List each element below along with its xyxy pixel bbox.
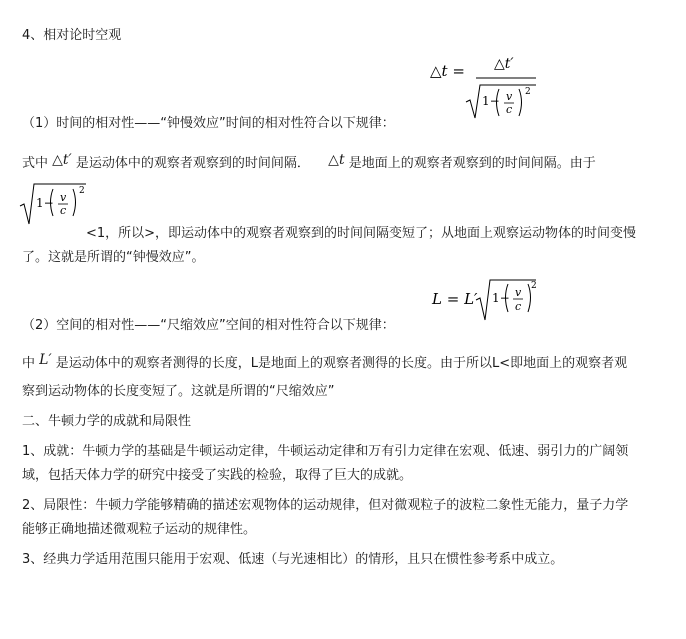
achievement-line1: 1、成就：牛顿力学的基础是牛顿运动定律，牛顿运动定律和万有引力定律在宏观、低速、弱引力的广阔领 [22, 444, 629, 459]
svg-text:1−: 1− [482, 94, 500, 108]
svg-text:△t′: △t′ [494, 56, 514, 72]
lorentz-factor-radical [18, 180, 88, 230]
space-line1-b: 是运动体中的观察者测得的长度，L是地面上的观察者测得的长度。由于所以L<即地面上的观察者观 [55, 356, 628, 371]
limitation-line1: 2、局限性：牛顿力学能够精确的描述宏观物体的运动规律，但对微观粒子的波粒二象性无能力，量子力学 [22, 498, 629, 513]
time-line1-b: 是运动体中的观察者观察到的时间间隔． [75, 156, 310, 171]
limitation-line2: 能够正确地描述微观粒子运动的规律性。 [22, 522, 257, 537]
svg-text:△t =: △t = [430, 62, 465, 80]
delta-t-prime-symbol: △t′ [52, 152, 72, 168]
svg-text:1−: 1− [36, 196, 54, 210]
time-line3: 了。这就是所谓的“钟慢效应”。 [22, 250, 205, 265]
svg-text:c: c [515, 300, 522, 313]
space-line2: 察到运动物体的长度变短了。这就是所谓的“尺缩效应” [22, 384, 335, 399]
space-line1-a: 中 [22, 356, 36, 371]
svg-text:v: v [506, 90, 513, 103]
svg-text:1−: 1− [492, 291, 510, 305]
svg-text:2: 2 [531, 281, 537, 291]
time-line1-c: 是地面上的观察者观察到的时间间隔。由于 [348, 156, 596, 171]
svg-text:v: v [515, 286, 522, 299]
svg-text:2: 2 [525, 87, 531, 97]
svg-text:v: v [60, 191, 67, 204]
svg-text:c: c [506, 103, 513, 116]
svg-text:2: 2 [79, 186, 85, 196]
time-line2: <1，所以>，即运动体中的观察者观察到的时间间隔变短了；从地面上观察运动物体的时间变慢 [86, 226, 637, 241]
svg-text:c: c [60, 204, 67, 217]
time-relativity-heading: （1）时间的相对性——“钟慢效应”时间的相对性符合以下规律： [22, 116, 395, 131]
space-relativity-heading: （2）空间的相对性——“尺缩效应”空间的相对性符合以下规律： [22, 318, 395, 333]
time-line1-a: 式中 [22, 156, 49, 171]
achievement-line2: 域，包括天体力学的研究中接受了实践的检验，取得了巨大的成就。 [22, 468, 413, 483]
svg-text:L = L′: L = L′ [432, 290, 478, 308]
delta-t-symbol: △t [328, 152, 345, 168]
length-contraction-formula [428, 272, 540, 328]
section2-title: 二、牛顿力学的成就和局限性 [22, 414, 192, 429]
applicability-line: 3、经典力学适用范围只能用于宏观、低速（与光速相比）的情形，且只在惯性参考系中成立。 [22, 552, 564, 567]
L-prime-symbol: L′ [39, 352, 52, 368]
section-title: 4、相对论时空观 [22, 28, 122, 43]
time-dilation-formula [428, 48, 540, 124]
